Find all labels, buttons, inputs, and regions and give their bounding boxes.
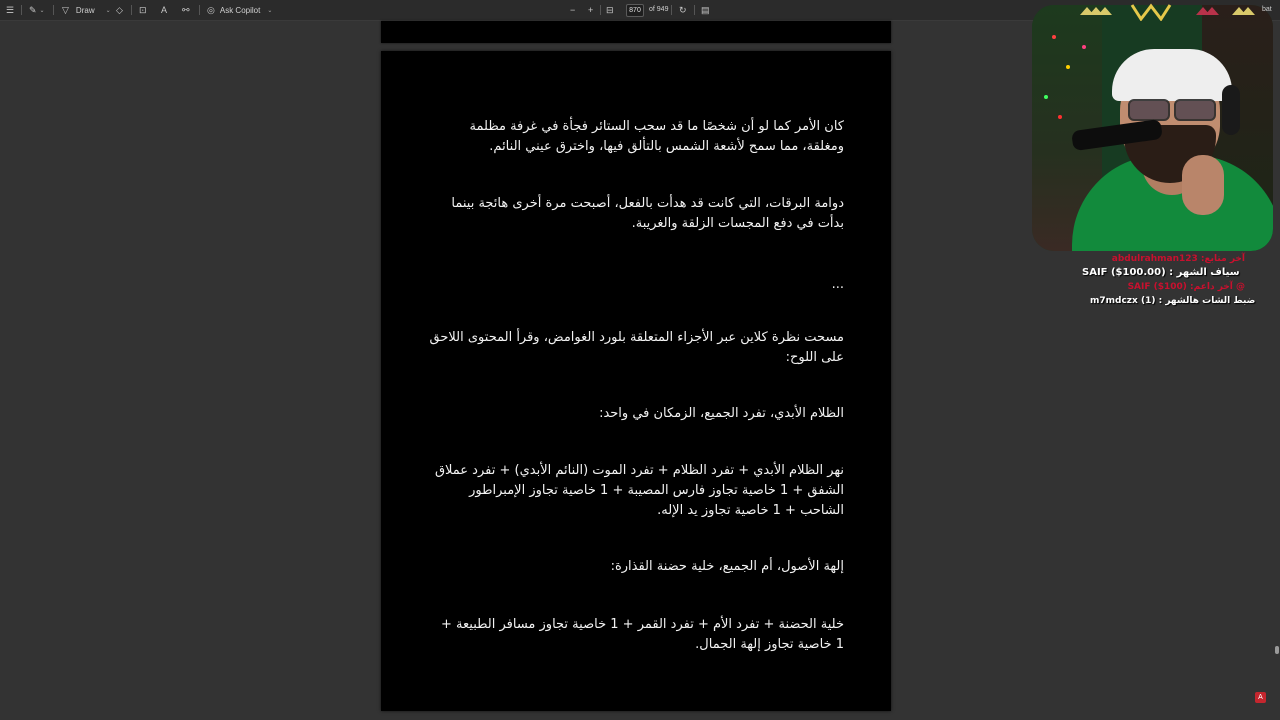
background-light bbox=[1082, 45, 1086, 49]
text-box-icon: ⊡ bbox=[139, 5, 147, 15]
draw-button[interactable] bbox=[62, 0, 111, 20]
webcam-overlay bbox=[1032, 5, 1273, 251]
scrollbar-thumb[interactable] bbox=[1275, 646, 1279, 654]
zigzag-shape bbox=[1098, 7, 1112, 15]
frame-decoration bbox=[1232, 3, 1262, 17]
zoom-in-button[interactable] bbox=[588, 0, 593, 20]
alert-line: @ آخر داعم: SAIF ($100) bbox=[1127, 282, 1245, 292]
streamer-cap bbox=[1112, 49, 1232, 101]
paragraph: مسحت نظرة كلاين عبر الأجزاء المتعلقة بلورد الغوامض، وقرأ المحتوى اللاحق على اللوح: bbox=[429, 330, 844, 365]
background-light bbox=[1066, 65, 1070, 69]
rotate-button[interactable] bbox=[679, 0, 687, 20]
paragraph: الظلام الأبدي، تفرد الجميع، الزمكان في واحد: bbox=[599, 406, 844, 421]
ask-copilot-button[interactable] bbox=[207, 0, 272, 20]
background-light bbox=[1052, 35, 1056, 39]
paragraph: نهر الظلام الأبدي + تفرد الظلام + تفرد الموت (النائم الأبدي) + تفرد عملاق الشفق + 1 خاصية تجاوز فارس المصيبة + 1 خاصية تجاوز الإمبراطور الشاحب + 1 خاصية تجاوز يد الإله. bbox=[434, 463, 844, 518]
page-total: of 949 bbox=[649, 6, 669, 13]
zoom-out-button[interactable] bbox=[570, 0, 575, 20]
zigzag-shape bbox=[1205, 7, 1219, 15]
document-page bbox=[381, 51, 891, 711]
rotate-icon: ↻ bbox=[679, 5, 687, 15]
background-light bbox=[1044, 95, 1048, 99]
contents-icon: ☰ bbox=[6, 5, 15, 15]
toolbar-divider bbox=[199, 5, 200, 15]
streamer-hand bbox=[1182, 155, 1224, 215]
paragraph: إلهة الأصول، أم الجميع، خلية حضنة القذارة: bbox=[610, 559, 844, 574]
toolbar-divider bbox=[671, 5, 672, 15]
eraser-button[interactable] bbox=[116, 0, 123, 20]
tip-of-month: سياف الشهر : SAIF ($100.00) bbox=[1082, 267, 1240, 278]
immersive-reader-button[interactable] bbox=[182, 0, 190, 20]
draw-label: Draw bbox=[75, 5, 95, 15]
paragraph-ellipsis: ... bbox=[831, 277, 844, 292]
chevron-down-icon: ⌄ bbox=[105, 7, 111, 14]
highlight-button[interactable] bbox=[29, 0, 45, 20]
pdf-icon: A bbox=[1255, 692, 1266, 703]
zoom-in-icon: + bbox=[588, 5, 594, 15]
crown-icon-svg bbox=[1130, 3, 1172, 21]
headphones bbox=[1222, 85, 1240, 135]
fit-page-button[interactable] bbox=[606, 0, 614, 20]
ask-copilot-label: Ask Copilot bbox=[219, 5, 261, 15]
paragraph: خلية الحضنة + تفرد الأم + تفرد القمر + 1 خاصية تجاوز مسافر الطبيعة + 1 خاصية تجاوز إلهة الجمال. bbox=[441, 617, 844, 652]
read-aloud-button[interactable] bbox=[161, 0, 167, 20]
chevron-down-icon: ⌄ bbox=[39, 7, 45, 14]
zoom-out-icon: − bbox=[570, 5, 576, 15]
streamer-glasses bbox=[1128, 99, 1218, 117]
paragraph: كان الأمر كما لو أن شخصًا ما قد سحب الستائر فجأة في غرفة مظلمة ومغلقة، مما سمح لأشعة الشمس بالتألق فيها، واخترق عيني النائم. bbox=[469, 119, 844, 154]
highlight-icon: ✎ bbox=[29, 5, 37, 15]
frame-decoration bbox=[1196, 3, 1226, 17]
toolbar-divider bbox=[53, 5, 54, 15]
immersive-reader-icon: ⚯ bbox=[182, 5, 190, 15]
glasses-lens bbox=[1128, 99, 1170, 121]
zigzag-shape bbox=[1241, 7, 1255, 15]
toolbar-divider bbox=[694, 5, 695, 15]
page-view-icon: ▤ bbox=[701, 5, 710, 15]
background-light bbox=[1058, 115, 1062, 119]
draw-icon: ▽ bbox=[62, 5, 69, 15]
toolbar-divider bbox=[21, 5, 22, 15]
copilot-icon: ◎ bbox=[207, 5, 215, 15]
stray-text: bat bbox=[1262, 6, 1272, 13]
read-aloud-icon: A bbox=[161, 5, 168, 15]
glasses-lens bbox=[1174, 99, 1216, 121]
text-box-button[interactable] bbox=[139, 0, 147, 20]
toolbar-divider bbox=[600, 5, 601, 15]
paragraph: دوامة البرقات، التي كانت قد هدأت بالفعل، أصبحت مرة أخرى هائجة بينما بدأت في دفع المجسات الزلقة والغريبة. bbox=[451, 196, 844, 231]
page-number-input[interactable] bbox=[626, 4, 644, 17]
eraser-icon: ◇ bbox=[116, 5, 123, 15]
contents-button[interactable] bbox=[6, 0, 14, 20]
chevron-down-icon: ⌄ bbox=[267, 7, 273, 14]
fit-page-icon: ⊟ bbox=[606, 5, 614, 15]
alert-line: آخر متابع: abdulrahman123 bbox=[1111, 254, 1245, 264]
toolbar-divider bbox=[131, 5, 132, 15]
page-view-button[interactable] bbox=[701, 0, 710, 20]
frame-decoration bbox=[1080, 3, 1110, 17]
crown-icon bbox=[1130, 3, 1172, 17]
chat-of-month: ضبط الشات هالشهر : m7mdczx (1) bbox=[1090, 296, 1256, 306]
previous-page bbox=[381, 21, 891, 43]
